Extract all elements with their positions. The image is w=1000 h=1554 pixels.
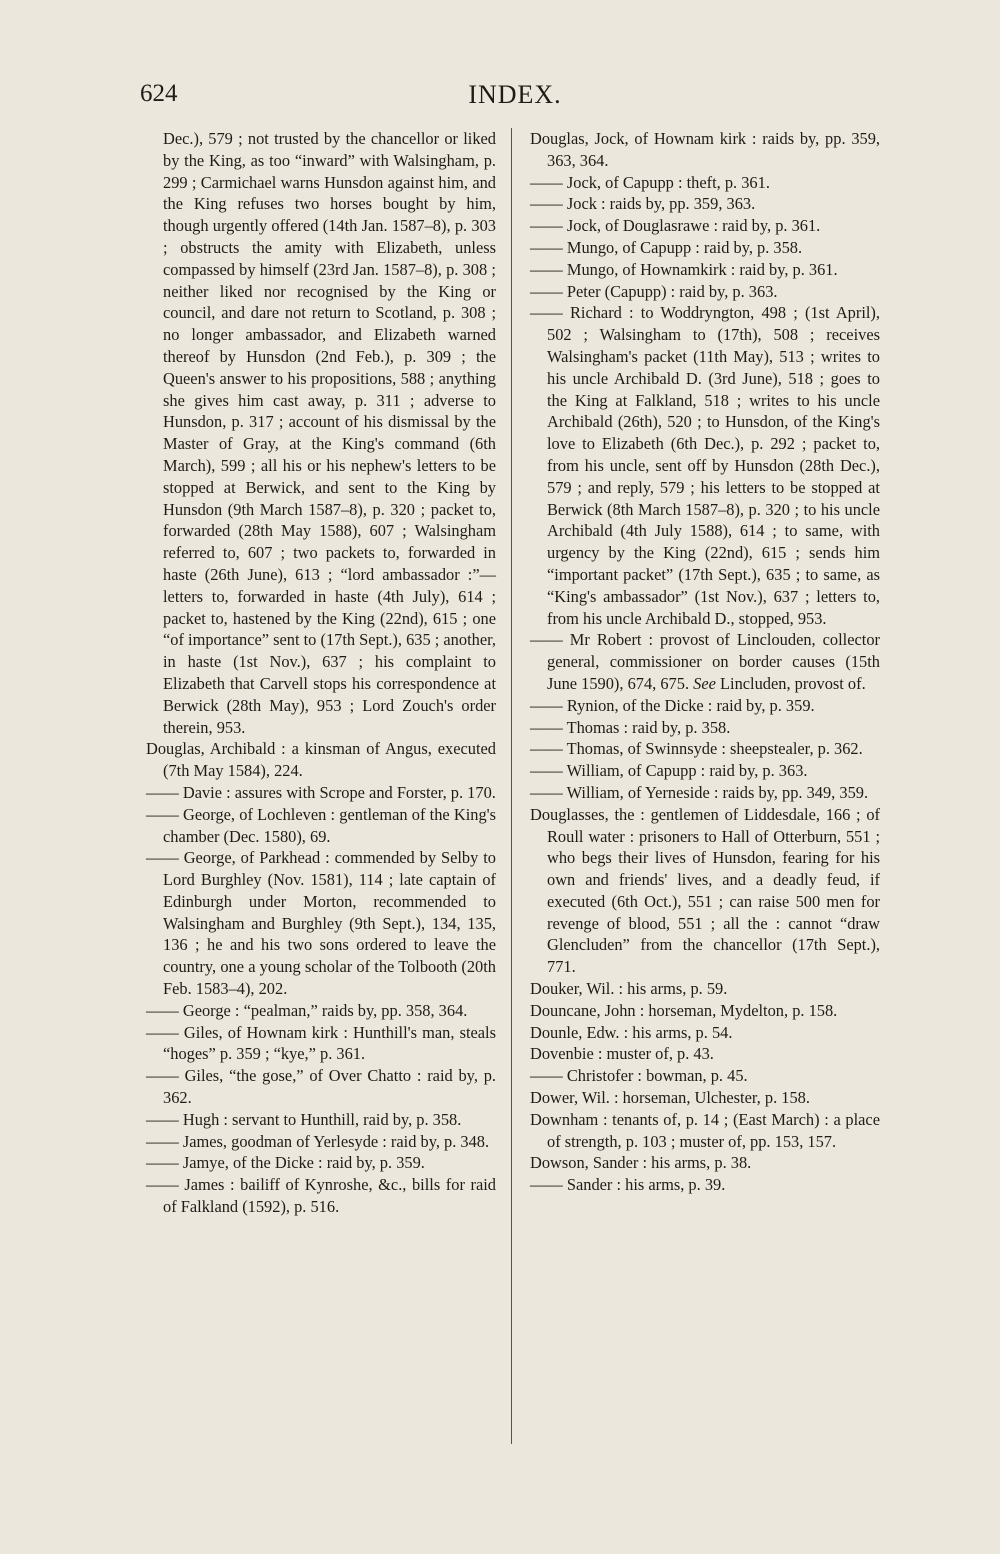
entry-text: Downham : tenants of, p. 14 ; (East March) : a place of strength, p. 103 ; muster of, pp. 153, 157.: [530, 1109, 880, 1151]
page-header: [140, 80, 890, 116]
entry-text: —— Jamye, of the Dicke : raid by, p. 359.: [146, 1153, 425, 1173]
index-entry: [146, 1174, 496, 1218]
index-entry: [530, 782, 880, 804]
index-entry: [530, 281, 880, 303]
entry-text: —— George, of Lochleven : gentleman of the King's chamber (Dec. 1580), 69.: [146, 804, 496, 846]
index-entry: [530, 1000, 880, 1022]
index-entry: [146, 1152, 496, 1174]
index-entry: [530, 172, 880, 194]
right-column: [530, 128, 880, 1196]
index-entry: [530, 302, 880, 629]
index-entry: [146, 1109, 496, 1131]
entry-text: —— James, goodman of Yerlesyde : raid by, p. 348.: [146, 1131, 490, 1151]
left-column: [146, 128, 496, 1218]
index-entry: [530, 259, 880, 281]
index-entry: [146, 804, 496, 848]
index-entry: [530, 128, 880, 172]
index-entry: [146, 1065, 496, 1109]
entry-text: —— Thomas : raid by, p. 358.: [530, 717, 731, 737]
entry-text: Douncane, John : horseman, Mydelton, p. 158.: [530, 1000, 838, 1020]
index-entry: [530, 1022, 880, 1044]
entry-text: —— Giles, “the gose,” of Over Chatto : raid by, p. 362.: [146, 1066, 496, 1108]
entry-text: —— George : “pealman,” raids by, pp. 358, 364.: [146, 1000, 468, 1020]
entry-text: —— Mr Robert : provost of Linclouden, collector general, commissioner on border causes (15th June 1590), 674, 675.: [530, 630, 880, 693]
entry-text: Douker, Wil. : his arms, p. 59.: [530, 979, 728, 999]
index-entry: [146, 782, 496, 804]
index-entry: [530, 738, 880, 760]
see-reference-target: Lincluden, provost of.: [720, 673, 866, 693]
entry-text: —— Hugh : servant to Hunthill, raid by, p. 358.: [146, 1109, 462, 1129]
index-entry: [146, 128, 496, 738]
entry-text: —— Jock, of Capupp : theft, p. 361.: [530, 172, 770, 192]
entry-text: —— Richard : to Woddryngton, 498 ; (1st April), 502 ; Walsingham to (17th), 508 ; receives Walsingham's packet (11th May), 513 ; writes to his uncle Archibald D. (3rd June), 518 ; goes to the King at Falkland, 518 ; writes to his uncle Archibald (26th), 520 ; to Hunsdon, of the King's love to Elizabeth (6th Dec.), p. 292 ; packet to, from his uncle, sent off by Hunsdon (28th Dec.), 579 ; and reply, 579 ; his letters to be stopped at Berwick (8th March 1587–8), p. 320 ; to his uncle Archibald (4th July 1588), 614 ; to same, with urgency by the King (22nd), 615 ; sends him “important packet” (17th Sept.), 635 ; to same, as “King's ambassador” (1st Nov.), 637 ; letters to, from his uncle Archibald D., stopped, 953.: [530, 303, 880, 628]
entry-text: Douglasses, the : gentlemen of Liddesdale, 166 ; of Roull water : prisoners to Hall of Otterburn, 551 ; who begs their lives of Hunsdon, fearing for his own and friends' lives, and a deadly feud, if executed (6th Oct.), 551 ; can raise 500 men for revenge of blood, 551 ; all the : cannot “draw Glencluden” from the chancellor (17th Sept.), 771.: [530, 804, 880, 977]
entry-text: —— Jock : raids by, pp. 359, 363.: [530, 194, 756, 214]
entry-text: —— Mungo, of Hownamkirk : raid by, p. 361.: [530, 259, 838, 279]
entry-text: —— Rynion, of the Dicke : raid by, p. 359.: [530, 695, 815, 715]
index-entry: [530, 237, 880, 259]
entry-text: —— George, of Parkhead : commended by Selby to Lord Burghley (Nov. 1581), 114 ; late captain of Edinburgh under Morton, recommended to Walsingham and Burghley (9th Sept.), 134, 135, 136 ; he and his two sons ordered to leave the country, one a young scholar of the Tolbooth (20th Feb. 1583–4), 202.: [146, 848, 496, 999]
index-entry: [146, 1131, 496, 1153]
index-entry: [530, 695, 880, 717]
index-entry: [530, 978, 880, 1000]
index-entry: [530, 1065, 880, 1087]
entry-text: Douglas, Jock, of Hownam kirk : raids by, pp. 359, 363, 364.: [530, 129, 880, 170]
index-entry: [530, 1043, 880, 1065]
index-entry: [530, 193, 880, 215]
entry-text: —— Jock, of Douglasrawe : raid by, p. 361.: [530, 216, 821, 236]
entry-text: Dovenbie : muster of, p. 43.: [530, 1044, 714, 1064]
entry-text: —— William, of Capupp : raid by, p. 363.: [530, 761, 808, 781]
entry-text: —— Christofer : bowman, p. 45.: [530, 1066, 748, 1086]
entry-text: —— James : bailiff of Kynroshe, &c., bills for raid of Falkland (1592), p. 516.: [146, 1175, 496, 1217]
entry-text: —— Mungo, of Capupp : raid by, p. 358.: [530, 237, 803, 257]
entry-text: Dounle, Edw. : his arms, p. 54.: [530, 1022, 733, 1042]
entry-text: —— Sander : his arms, p. 39.: [530, 1175, 726, 1195]
entry-text: —— Davie : assures with Scrope and Forster, p. 170.: [146, 782, 496, 802]
see-reference-label: See: [693, 673, 716, 693]
index-entry: [146, 1022, 496, 1066]
entry-text: Dower, Wil. : horseman, Ulchester, p. 158.: [530, 1088, 810, 1108]
running-head: INDEX.: [468, 80, 562, 109]
index-entry: [530, 1174, 880, 1196]
index-entry: [146, 1000, 496, 1022]
index-entry: [530, 1087, 880, 1109]
entry-text: —— Giles, of Hownam kirk : Hunthill's man, steals “hoges” p. 359 ; “kye,” p. 361.: [146, 1022, 496, 1064]
entry-text: Dec.), 579 ; not trusted by the chancellor or liked by the King, as too “inward” with Walsingham, p. 299 ; Carmichael warns Hunsdon against him, and the King refuses two horses bought by him, though urgently offered (14th Jan. 1587–8), p. 303 ; obstructs the amity with Elizabeth, unless compassed by himself (23rd Jan. 1587–8), p. 308 ; neither liked nor recognised by the King or council, and dare not return to Scotland, p. 308 ; no longer ambassador, and Elizabeth warned thereof by Hunsdon (2nd Feb.), p. 309 ; the Queen's answer to his propositions, 588 ; anything she gives him cast away, p. 311 ; adverse to Hunsdon, p. 317 ; account of his dismissal by the Master of Gray, at the King's command (6th March), 599 ; all his or his nephew's letters to be stopped at Berwick, and sent to the King by Hunsdon (9th March 1587–8), p. 320 ; packet to, forwarded (28th May 1588), 607 ; Walsingham referred to, 607 ; two packets to, forwarded in haste (26th June), 613 ; “lord ambassador :”—letters to, forwarded in haste (4th July), 614 ; packet to, hastened by the King (22nd), 615 ; one “of importance” sent to (17th Sept.), 635 ; another, in haste (1st Nov.), 637 ; his complaint to Elizabeth that Carvell stops his correspondence at Berwick (28th May), 953 ; Lord Zouch's order therein, 953.: [163, 129, 496, 737]
index-entry: [530, 215, 880, 237]
index-entry: [530, 717, 880, 739]
entry-text: Dowson, Sander : his arms, p. 38.: [530, 1153, 752, 1173]
entry-text: Douglas, Archibald : a kinsman of Angus, executed (7th May 1584), 224.: [146, 739, 496, 781]
index-entry: [530, 760, 880, 782]
index-entry: [146, 847, 496, 1000]
index-entry: [146, 738, 496, 782]
index-entry: [530, 1152, 880, 1174]
page-number: 624: [140, 80, 178, 107]
index-entry: [530, 1109, 880, 1153]
index-entry: [530, 629, 880, 694]
index-entry: [530, 804, 880, 978]
entry-text: —— Peter (Capupp) : raid by, p. 363.: [530, 281, 778, 301]
entry-text: —— William, of Yerneside : raids by, pp. 349, 359.: [530, 782, 869, 802]
entry-text: —— Thomas, of Swinnsyde : sheepstealer, p. 362.: [530, 739, 863, 759]
column-rule: [511, 128, 512, 1444]
